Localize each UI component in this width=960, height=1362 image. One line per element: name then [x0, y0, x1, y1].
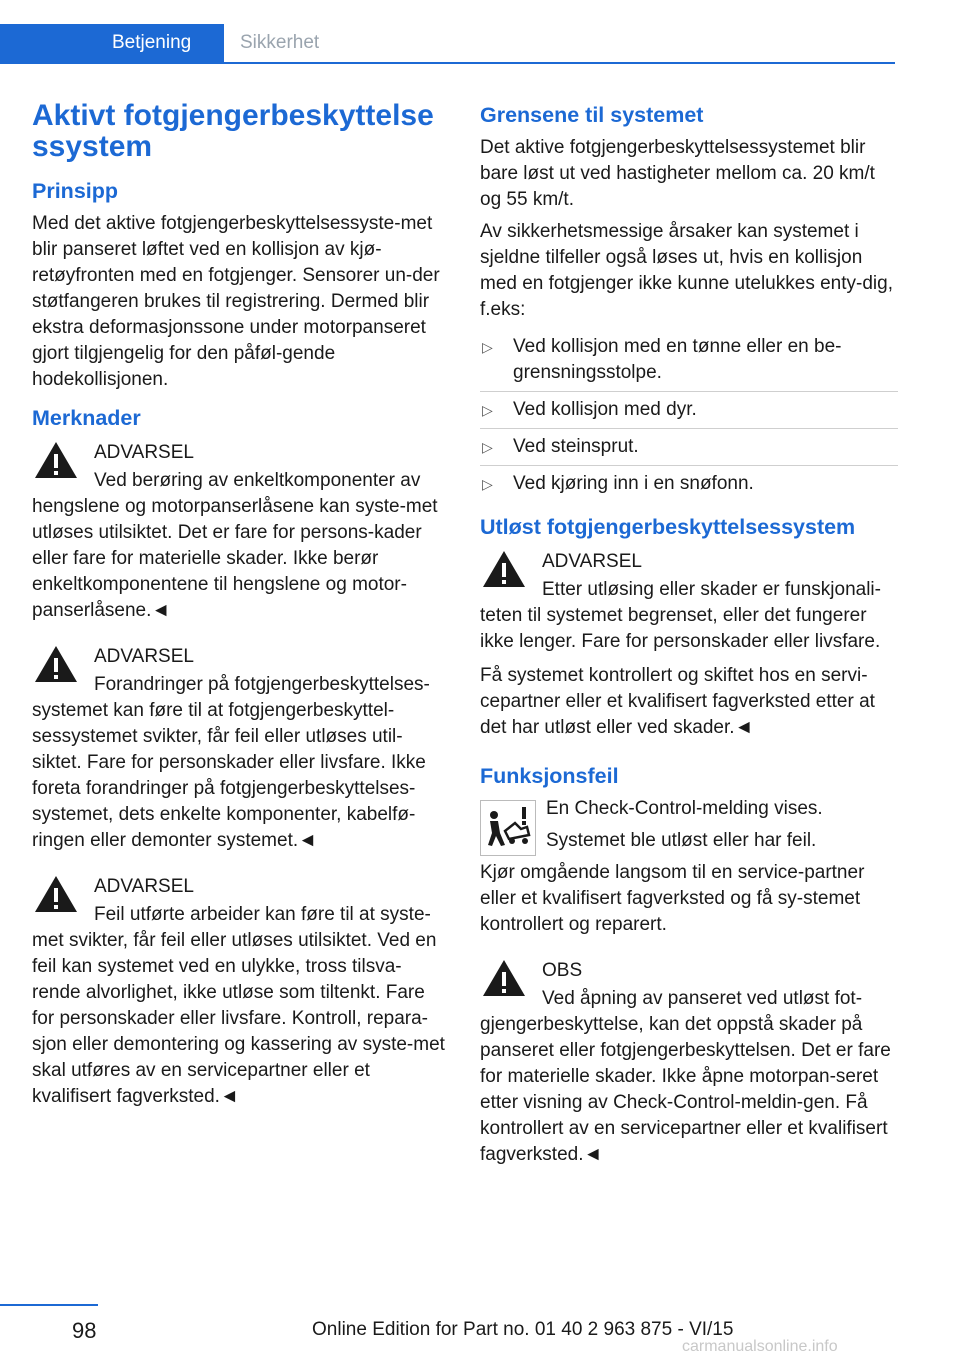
limits-bullet-list	[480, 329, 898, 502]
list-item	[480, 329, 898, 392]
list-item-text: Ved steinsprut.	[513, 436, 639, 457]
warning-triangle-icon	[32, 438, 80, 486]
page-title: Aktivt fotgjengerbeskyttelsessystem	[32, 99, 434, 163]
malfunction-line-1: En Check-Control-melding vises.	[546, 798, 823, 819]
list-item	[480, 429, 898, 466]
warning-label: ADVARSEL	[94, 876, 194, 897]
limits-section	[480, 100, 898, 502]
list-item-text: Ved kollisjon med en tønne eller en be-grensningsstolpe.	[513, 336, 842, 383]
warning-triangle-icon	[480, 956, 528, 1004]
malfunction-line-3: Kjør omgående langsom til en service-partner eller et kvalifisert fagverksted og få sy-stemet kontrollert og reparert.	[480, 862, 865, 935]
warning-label: ADVARSEL	[94, 646, 194, 667]
principle-text: Med det aktive fotgjengerbeskyttelsessyste-met blir panseret løftet ved en kollisjon av kjø-retøyfronten med en fotgjenger. Sensorer un-der støtfangeren brukes til registrering. Dermed blir ekstra deformasjonssone under motorpanseret gjort tilgjengelig for den påføl-gende hodekollisjonen.	[32, 213, 440, 390]
right-column	[480, 100, 898, 1186]
warning-label: ADVARSEL	[542, 551, 642, 572]
pedestrian-warning-icon	[480, 800, 536, 856]
limits-heading: Grensene til systemet	[480, 103, 704, 127]
header-tab-bar	[0, 24, 895, 64]
principle-section	[32, 176, 450, 393]
warning-triangle-icon	[32, 642, 80, 690]
warning-text: Feil utførte arbeider kan føre til at syste-met svikter, får feil eller utløses utilsiktet. Ved en feil kan systemet ved en ulykke, tross tilsva-rende alvorlighet, ikke utløse som tiltenkt. Fare for personskader eller livsfare. Kontroll, repara-sjon eller demontering og kassering av syste-met skal utføres av en servicepartner eller et kvalifisert fagverksted.◄	[32, 904, 445, 1107]
triggered-heading: Utløst fotgjengerbeskyttelsessystem	[480, 515, 856, 539]
edition-text: Online Edition for Part no. 01 40 2 963 875 - VI/15	[312, 1319, 734, 1340]
watermark-text: carmanualsonline.info	[682, 1338, 838, 1355]
notes-section	[32, 403, 450, 1110]
triggered-section	[480, 512, 898, 741]
limits-text-1: Det aktive fotgjengerbeskyttelsessystemet blir bare løst ut ved hastigheter mellom ca. 20 km/t og 55 km/t.	[480, 137, 875, 210]
warning-block	[480, 547, 898, 655]
principle-heading: Prinsipp	[32, 179, 119, 203]
triangle-bullet-icon: ▷	[482, 402, 493, 418]
list-item	[480, 466, 898, 502]
obs-text: Ved åpning av panseret ved utløst fot-gjengerbeskyttelse, kan det oppstå skader på panseret eller fotgjengerbeskyttelsen. Det er fare for materielle skader. Ikke åpne motorpan-seret etter visning av Check-Control-meldin-gen. Få kontrollert av en servicepartner eller et kvalifisert fagverksted.◄	[480, 988, 891, 1165]
triangle-bullet-icon: ▷	[482, 476, 493, 492]
warning-text: Ved berøring av enkeltkomponenter av hengslene og motorpanserlåsene kan syste-met utløses utilsiktet. Det er fare for persons-kader eller fare for materielle skader. Ikke berør enkeltkomponentene til hengslene og motor-panserlåsene.◄	[32, 470, 438, 621]
warning-block	[32, 872, 450, 1110]
triggered-text: Få systemet kontrollert og skiftet hos en servi-cepartner eller et kvalifisert fagverksted etter at det har utløst eller ved skader.◄	[480, 665, 875, 738]
warning-text: Etter utløsing eller skader er funskjonali-teten til systemet begrenset, eller det fungerer ikke lenger. Fare for personskader eller livsfare.	[480, 579, 881, 652]
footer-divider	[0, 1304, 98, 1306]
obs-block	[480, 956, 898, 1168]
page-number: 98	[72, 1318, 97, 1343]
warning-block	[32, 642, 450, 854]
notes-heading: Merknader	[32, 406, 141, 430]
warning-text: Forandringer på fotgjengerbeskyttelses-systemet kan føre til at fotgjengerbeskyttel-sessystemet svikter, får feil eller utløses util-siktet. Fare for personskader eller livsfare. Ikke foreta forandringer på fotgjengerbeskyttelses-systemet, dets enkelte komponenter, kabelfø-ringen eller demonter systemet.◄	[32, 674, 430, 851]
check-control-block	[480, 796, 898, 938]
warning-triangle-icon	[480, 547, 528, 595]
left-column	[32, 100, 450, 1128]
list-item-text: Ved kollisjon med dyr.	[513, 399, 697, 420]
obs-label: OBS	[542, 960, 583, 981]
malfunction-section	[480, 761, 898, 1168]
limits-text-2: Av sikkerhetsmessige årsaker kan systemet i sjeldne tilfeller også løses ut, hvis en kollisjon med en fotgjenger ikke kunne utelukkes enty-dig, f.eks:	[480, 221, 893, 320]
malfunction-line-2: Systemet ble utløst eller har feil.	[546, 830, 817, 851]
malfunction-heading: Funksjonsfeil	[480, 764, 619, 788]
warning-label: ADVARSEL	[94, 442, 194, 463]
tab-sikkerhet-label[interactable]: Sikkerhet	[240, 32, 320, 53]
tab-betjening-label[interactable]: Betjening	[112, 32, 192, 53]
warning-block	[32, 438, 450, 624]
triangle-bullet-icon: ▷	[482, 439, 493, 455]
list-item-text: Ved kjøring inn i en snøfonn.	[513, 473, 754, 494]
triangle-bullet-icon: ▷	[482, 339, 493, 355]
list-item	[480, 392, 898, 429]
warning-triangle-icon	[32, 872, 80, 920]
